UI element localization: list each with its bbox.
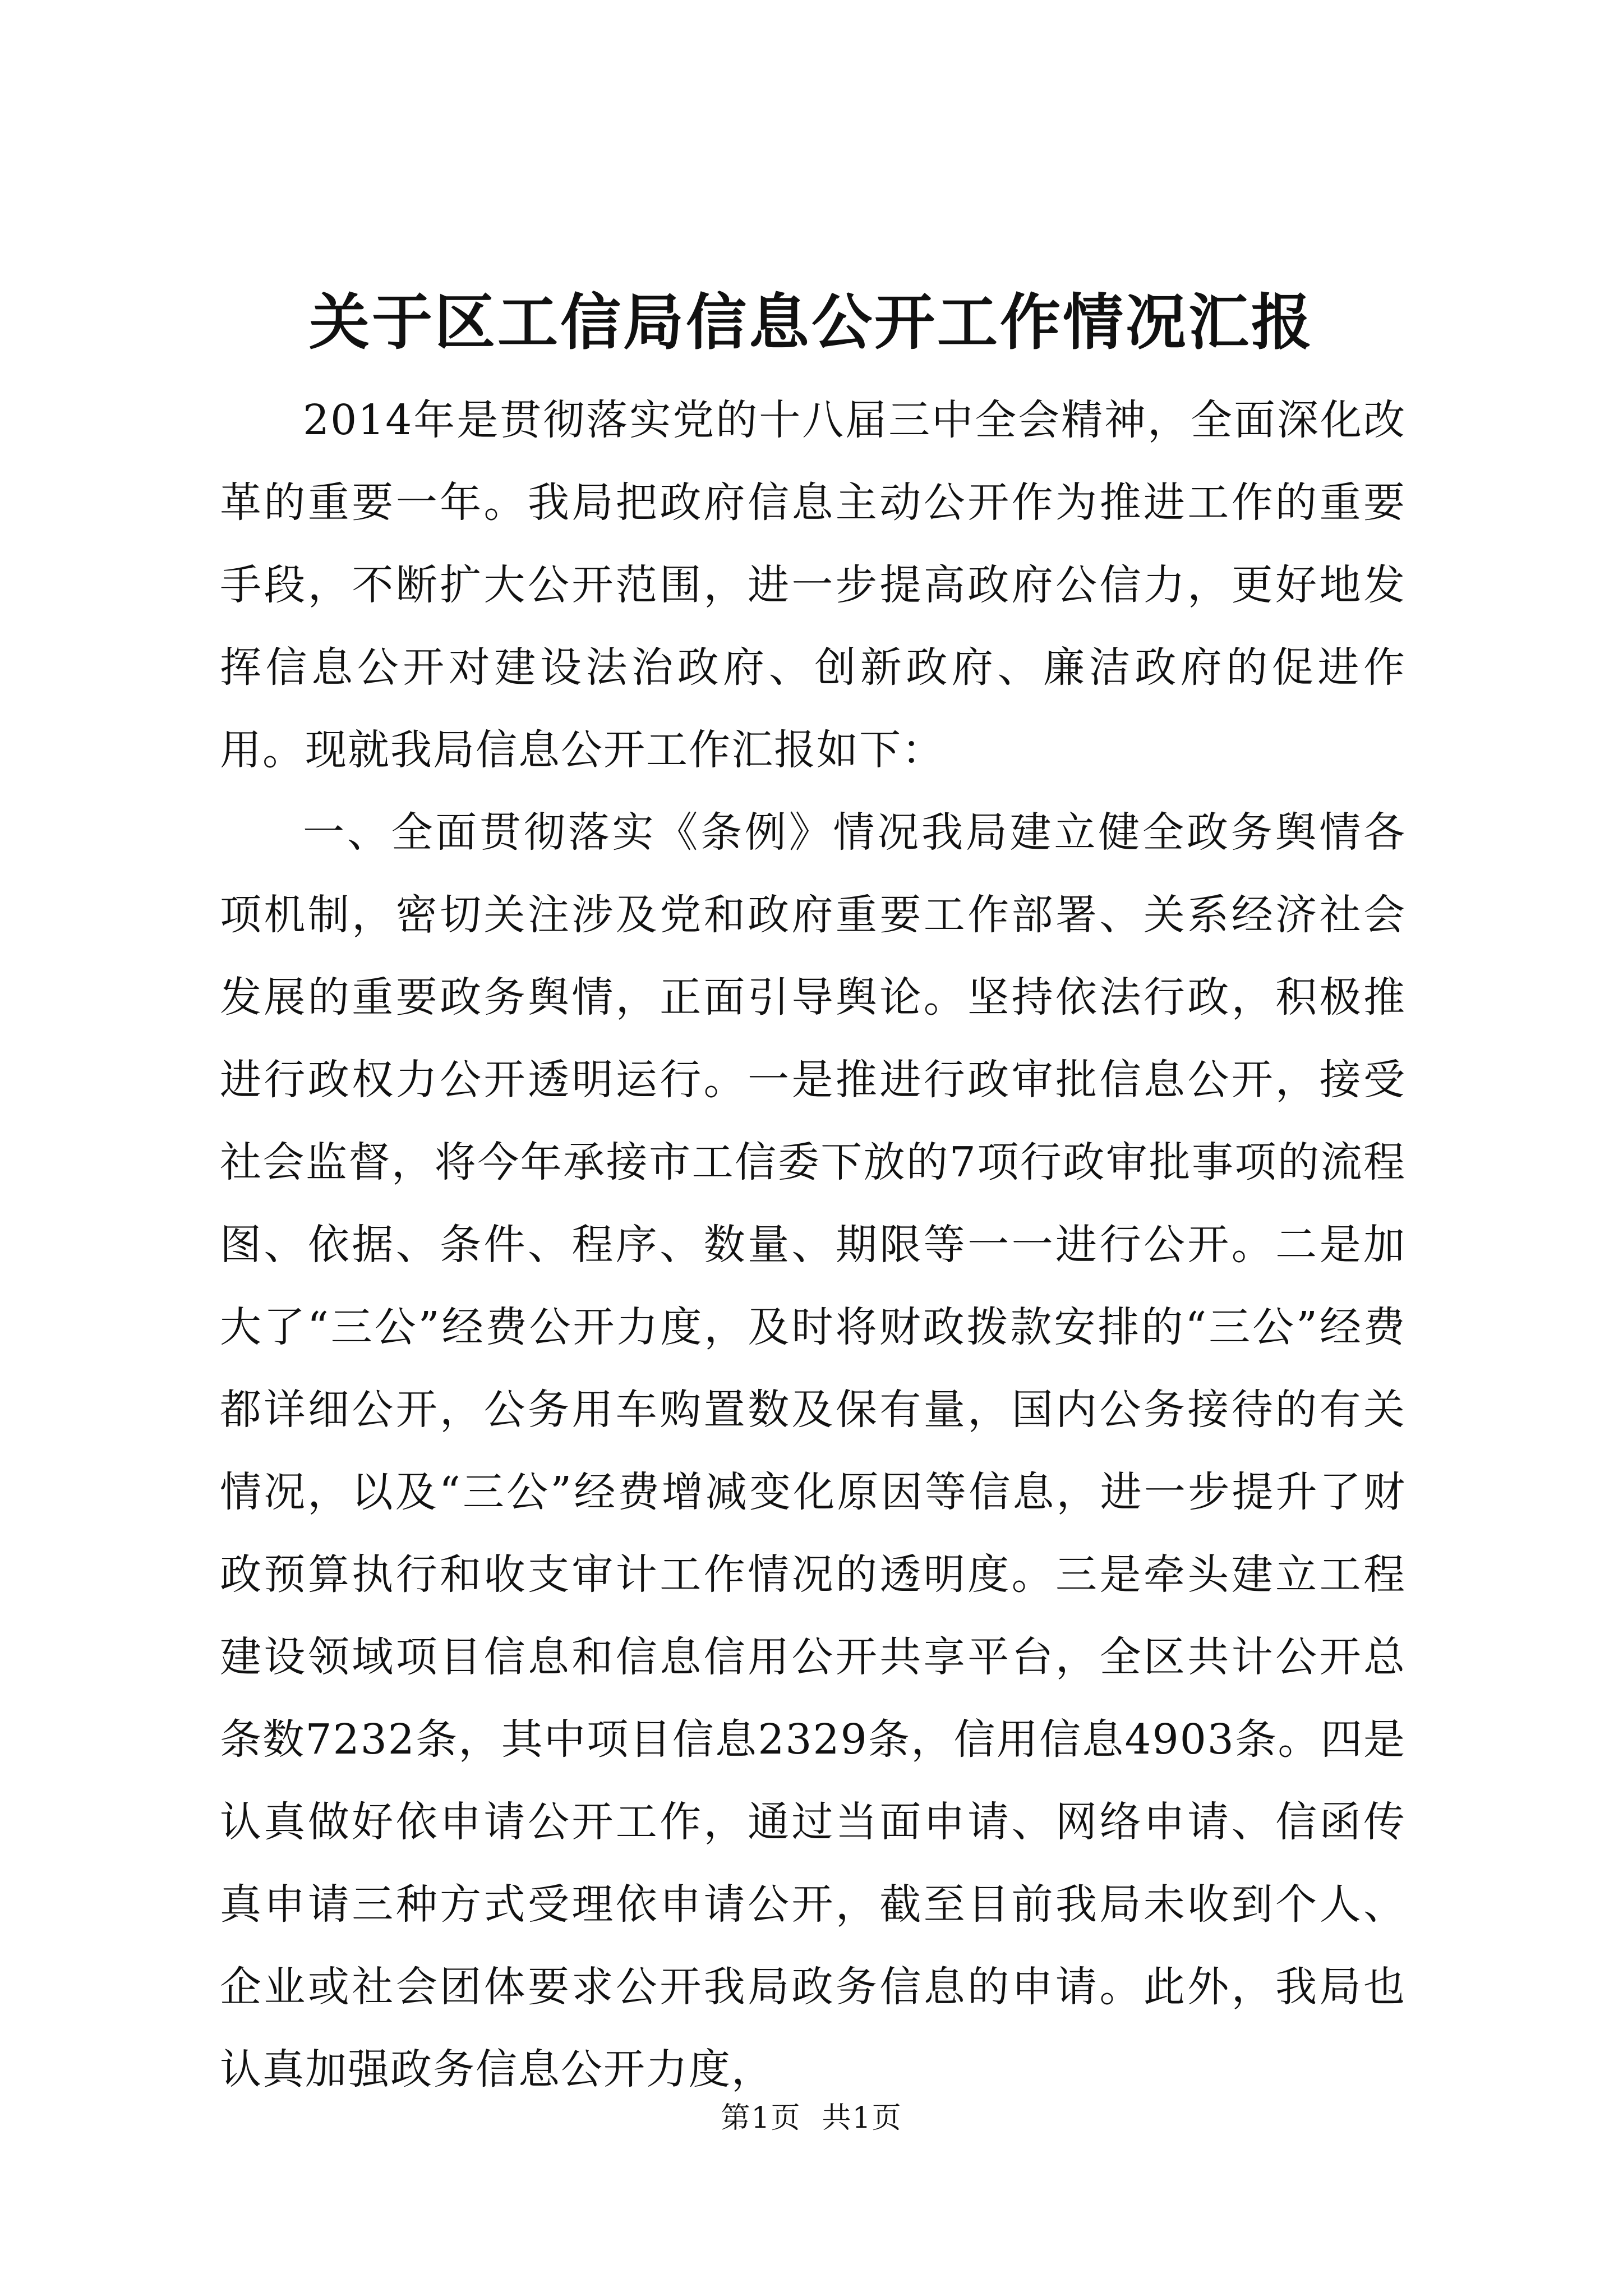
- page-number: 第1页 共1页: [721, 2101, 902, 2135]
- page-footer: [0, 2096, 1623, 2141]
- paragraph-intro: 2014年是贯彻落实党的十八届三中全会精神，全面深化改革的重要一年。我局把政府信息主动公开作为推进工作的重要手段，不断扩大公开范围，进一步提高政府公信力，更好地发挥信息公开对建设法治政府、创新政府、廉洁政府的促进作用。现就我局信息公开工作汇报如下：: [220, 396, 1406, 774]
- document-title: 关于区工信局信息公开工作情况汇报: [308, 287, 1314, 358]
- document-body: [220, 379, 1406, 2111]
- paragraph-section-one: 一、全面贯彻落实《条例》情况我局建立健全政务舆情各项机制，密切关注涉及党和政府重要工作部署、关系经济社会发展的重要政务舆情，正面引导舆论。坚持依法行政，积极推进行政权力公开透明运行。一是推进行政审批信息公开，接受社会监督，将今年承接市工信委下放的7项行政审批事项的流程图、依据、条件、程序、数量、期限等一一进行公开。二是加大了“三公”经费公开力度，及时将财政拨款安排的“三公”经费都详细公开，公务用车购置数及保有量，国内公务接待的有关情况，以及“三公”经费增减变化原因等信息，进一步提升了财政预算执行和收支审计工作情况的透明度。三是牵头建立工程建设领域项目信息和信息信用公开共享平台，全区共计公开总条数7232条，其中项目信息2329条，信用信息4903条。四是认真做好依申请公开工作，通过当面申请、网络申请、信函传真申请三种方式受理依申请公开，截至目前我局未收到个人、企业或社会团体要求公开我局政务信息的申请。此外，我局也认真加强政务信息公开力度，: [220, 808, 1406, 2093]
